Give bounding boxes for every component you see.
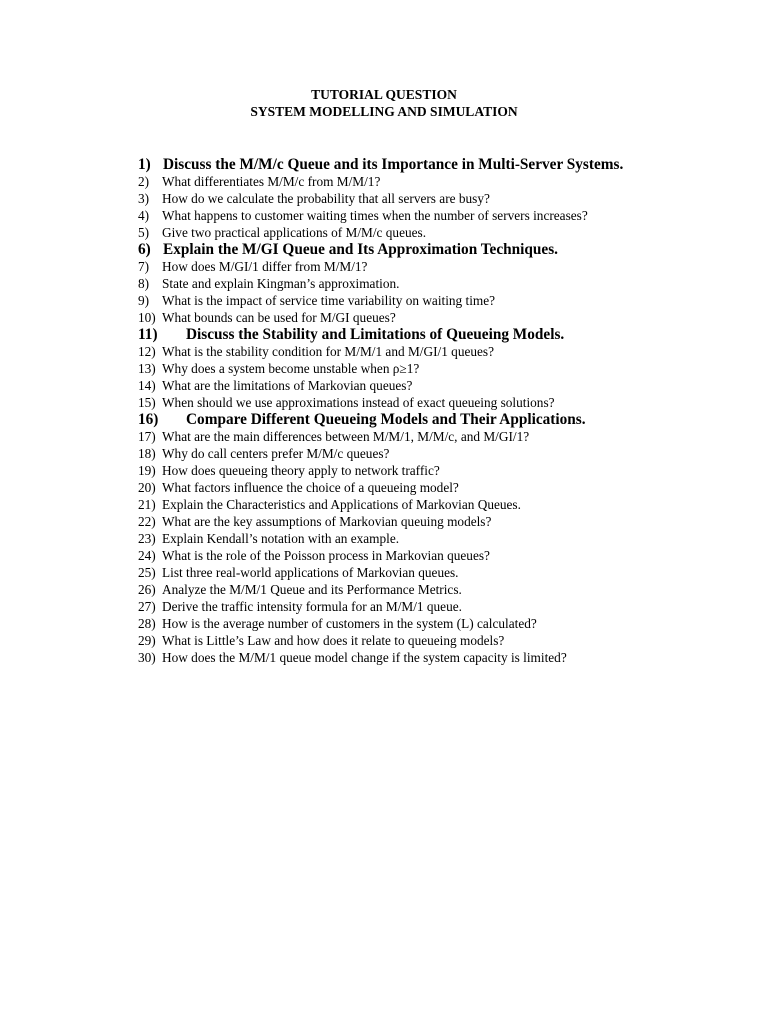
question-text: List three real-world applications of Markovian queues. [162,565,459,580]
question-number: 21) [138,497,156,512]
question-number: 30) [138,650,156,665]
question-text: What are the limitations of Markovian queues? [162,378,413,393]
question-item [138,292,678,309]
question-number: 26) [138,582,156,597]
question-number: 17) [138,429,156,444]
question-text: Derive the traffic intensity formula for an M/M/1 queue. [162,599,462,614]
question-number: 9) [138,293,150,308]
question-text: How is the average number of customers in the system (L) calculated? [162,616,537,631]
question-heading [138,156,678,173]
question-number: 29) [138,633,156,648]
question-heading [138,326,678,343]
question-text: Why does a system become unstable when ρ≥1? [162,361,420,376]
question-text: How do we calculate the probability that all servers are busy? [162,191,490,206]
question-item [138,343,678,360]
question-text: What is the role of the Poisson process in Markovian queues? [162,548,490,563]
question-number: 14) [138,378,156,393]
question-text: What happens to customer waiting times when the number of servers increases? [162,208,588,223]
question-item [138,445,678,462]
question-item [138,632,678,649]
question-number: 3) [138,191,150,206]
question-number: 5) [138,225,150,240]
question-item [138,224,678,241]
question-number: 15) [138,395,156,410]
question-list [138,156,678,666]
question-item [138,513,678,530]
question-text: What factors influence the choice of a queueing model? [162,480,459,495]
question-number: 10) [138,310,156,325]
question-number: 19) [138,463,156,478]
question-item [138,173,678,190]
question-text: Analyze the M/M/1 Queue and its Performance Metrics. [162,582,462,597]
question-text: What is Little’s Law and how does it relate to queueing models? [162,633,505,648]
question-number: 18) [138,446,156,461]
document-title: TUTORIAL QUESTION [311,87,457,102]
question-text: Discuss the M/M/c Queue and its Importance in Multi-Server Systems. [163,156,624,173]
question-item [138,530,678,547]
question-item [138,581,678,598]
question-item [138,190,678,207]
question-number: 6) [138,241,151,258]
question-text: Discuss the Stability and Limitations of Queueing Models. [186,326,565,343]
question-text: What are the key assumptions of Markovian queuing models? [162,514,492,529]
question-item [138,547,678,564]
question-text: How does M/GI/1 differ from M/M/1? [162,259,368,274]
question-text: What are the main differences between M/M/1, M/M/c, and M/GI/1? [162,429,530,444]
question-text: When should we use approximations instead of exact queueing solutions? [162,395,555,410]
question-text: Compare Different Queueing Models and Their Applications. [186,411,586,428]
question-item [138,428,678,445]
question-text: What bounds can be used for M/GI queues? [162,310,396,325]
question-number: 23) [138,531,156,546]
question-text: Explain the Characteristics and Applications of Markovian Queues. [162,497,521,512]
question-text: Explain the M/GI Queue and Its Approximation Techniques. [163,241,558,258]
question-item [138,649,678,666]
question-item [138,615,678,632]
question-text: What differentiates M/M/c from M/M/1? [162,174,381,189]
question-item [138,598,678,615]
question-item [138,496,678,513]
question-text: What is the impact of service time variability on waiting time? [162,293,496,308]
question-text: What is the stability condition for M/M/1 and M/GI/1 queues? [162,344,495,359]
question-number: 2) [138,174,150,189]
question-number: 28) [138,616,156,631]
question-number: 11) [138,326,158,343]
question-text: Explain Kendall’s notation with an example. [162,531,400,546]
question-heading [138,241,678,258]
question-text: How does the M/M/1 queue model change if the system capacity is limited? [162,650,567,665]
question-text: State and explain Kingman’s approximation. [162,276,400,291]
question-number: 4) [138,208,150,223]
question-item [138,275,678,292]
question-text: How does queueing theory apply to network traffic? [162,463,440,478]
question-number: 16) [138,411,159,428]
question-item [138,462,678,479]
question-number: 27) [138,599,156,614]
question-item [138,394,678,411]
question-number: 20) [138,480,156,495]
question-number: 12) [138,344,156,359]
question-item [138,377,678,394]
question-number: 24) [138,548,156,563]
question-text: Why do call centers prefer M/M/c queues? [162,446,390,461]
question-number: 8) [138,276,150,291]
question-item [138,564,678,581]
question-item [138,360,678,377]
question-number: 7) [138,259,150,274]
document-subtitle: SYSTEM MODELLING AND SIMULATION [250,104,518,119]
question-item [138,309,678,326]
question-heading [138,411,678,428]
question-text: Give two practical applications of M/M/c queues. [162,225,427,240]
question-item [138,258,678,275]
question-item [138,479,678,496]
question-number: 13) [138,361,156,376]
question-item [138,207,678,224]
question-number: 1) [138,156,151,173]
question-number: 22) [138,514,156,529]
question-number: 25) [138,565,156,580]
